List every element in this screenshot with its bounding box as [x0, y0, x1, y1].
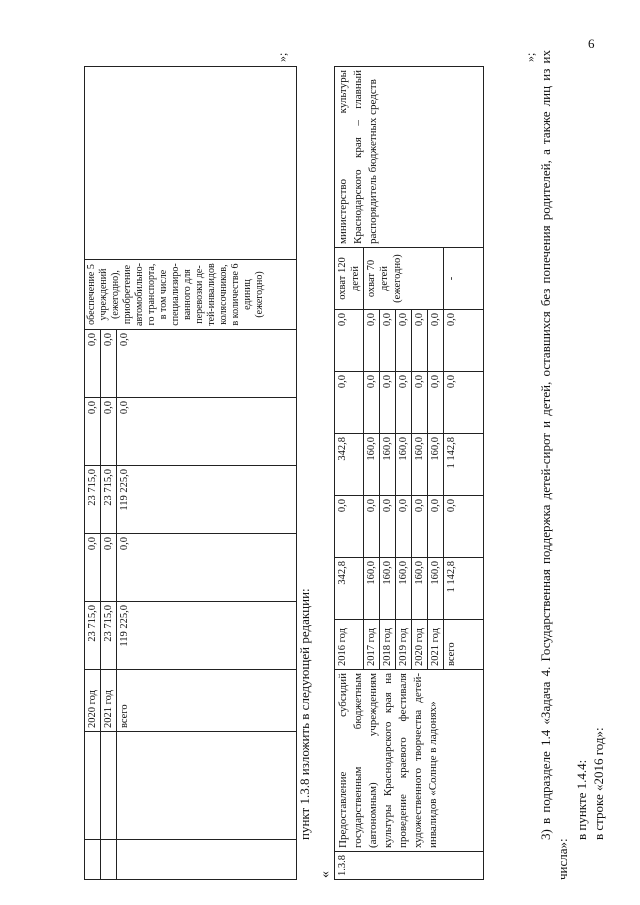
table-row: 1.3.8 Предоставление субсидий государственным бюджетным (автономным) учреждениям культуры Краснодарского края на проведение краевого фестиваля художественного творчества детей-инвалидов «Солнце в ладонях» 2016 год 342,8 0,0 342,8 0,0 0,0 охват 120 детей министерство культуры Краснодарского края – главный распорядитель бюджетных средств [335, 67, 364, 880]
table-row: 2021 год 23 715,0 0,0 23 715,0 0,0 0,0 [101, 67, 117, 880]
executor-cell: министерство культуры Краснодарского края – главный распорядитель бюджетных средств [335, 67, 484, 248]
year-cell: 2018 год [380, 620, 396, 670]
year-cell: всего [444, 620, 484, 670]
indicator-cell: - [444, 248, 484, 310]
open-quote: « [318, 871, 333, 878]
top-closing-quote: »; [275, 52, 289, 62]
rotated-content [34, 20, 609, 880]
year-cell: 2016 год [335, 620, 364, 670]
table-row: 2021 год 160,0 0,0 160,0 0,0 0,0 [428, 67, 444, 880]
year-cell: 2021 год [428, 620, 444, 670]
year-cell: 2019 год [396, 620, 412, 670]
bottom-table [334, 66, 484, 880]
top-table [84, 66, 297, 880]
paragraph-line: в строке «2016 год»: [591, 727, 606, 840]
year-cell: 2020 год [412, 620, 428, 670]
table-row: 2020 год 160,0 0,0 160,0 0,0 0,0 [412, 67, 428, 880]
table-row: 2018 год 160,0 0,0 160,0 0,0 0,0 [380, 67, 396, 880]
paragraph-3: 3) в подразделе 1.4 «Задача 4. Государственная поддержка детей-сирот и детей, оставшихся без попечения родителей, а также лиц из их числа»: [538, 50, 570, 880]
year-cell: 2017 год [364, 620, 380, 670]
item-description: Предоставление субсидий государственным бюджетным (автономным) учреждениям культуры Краснодарского края на проведение краевого фестиваля художественного творчества детей-инвалидов «Солнце в ладонях» [335, 670, 484, 852]
paragraph-point: в пункте 1.4.4: [574, 759, 589, 840]
year-cell: всего [117, 670, 297, 732]
table-row: 2017 год 160,0 0,0 160,0 0,0 0,0 охват 70 детей (ежегодно) [364, 67, 380, 880]
indicator-cell: обеспечение 5 учреждений (ежегодно), приобретение автомобильно-го транспорта, в том числе специализиро-ванного для перевозки де-тей-инвалидов колясочников, в количестве 6 единиц (ежегодно) [85, 260, 297, 330]
year-cell: 2020 год [85, 670, 101, 732]
intro-text: пункт 1.3.8 изложить в следующей редакции: [297, 588, 312, 840]
indicator-cell: охват 70 детей (ежегодно) [364, 248, 444, 310]
indicator-cell: охват 120 детей [335, 248, 364, 310]
bottom-closing-quote: »; [523, 52, 537, 62]
table-row: 2019 год 160,0 0,0 160,0 0,0 0,0 [396, 67, 412, 880]
page-number: 6 [588, 36, 595, 51]
table-row: всего 1 142,8 0,0 1 142,8 0,0 0,0 - [444, 67, 484, 880]
table-row: 2020 год 23 715,0 0,0 23 715,0 0,0 0,0 обеспечение 5 учреждений (ежегодно), приобретение автомобильно-го транспорта, в том числе специализиро-ванного для перевозки де-тей-инвалидов колясочников, в количестве 6 единиц (ежегодно) [85, 67, 101, 880]
item-code: 1.3.8 [335, 852, 484, 880]
table-row: всего 119 225,0 0,0 119 225,0 0,0 0,0 [117, 67, 297, 880]
year-cell: 2021 год [101, 670, 117, 732]
